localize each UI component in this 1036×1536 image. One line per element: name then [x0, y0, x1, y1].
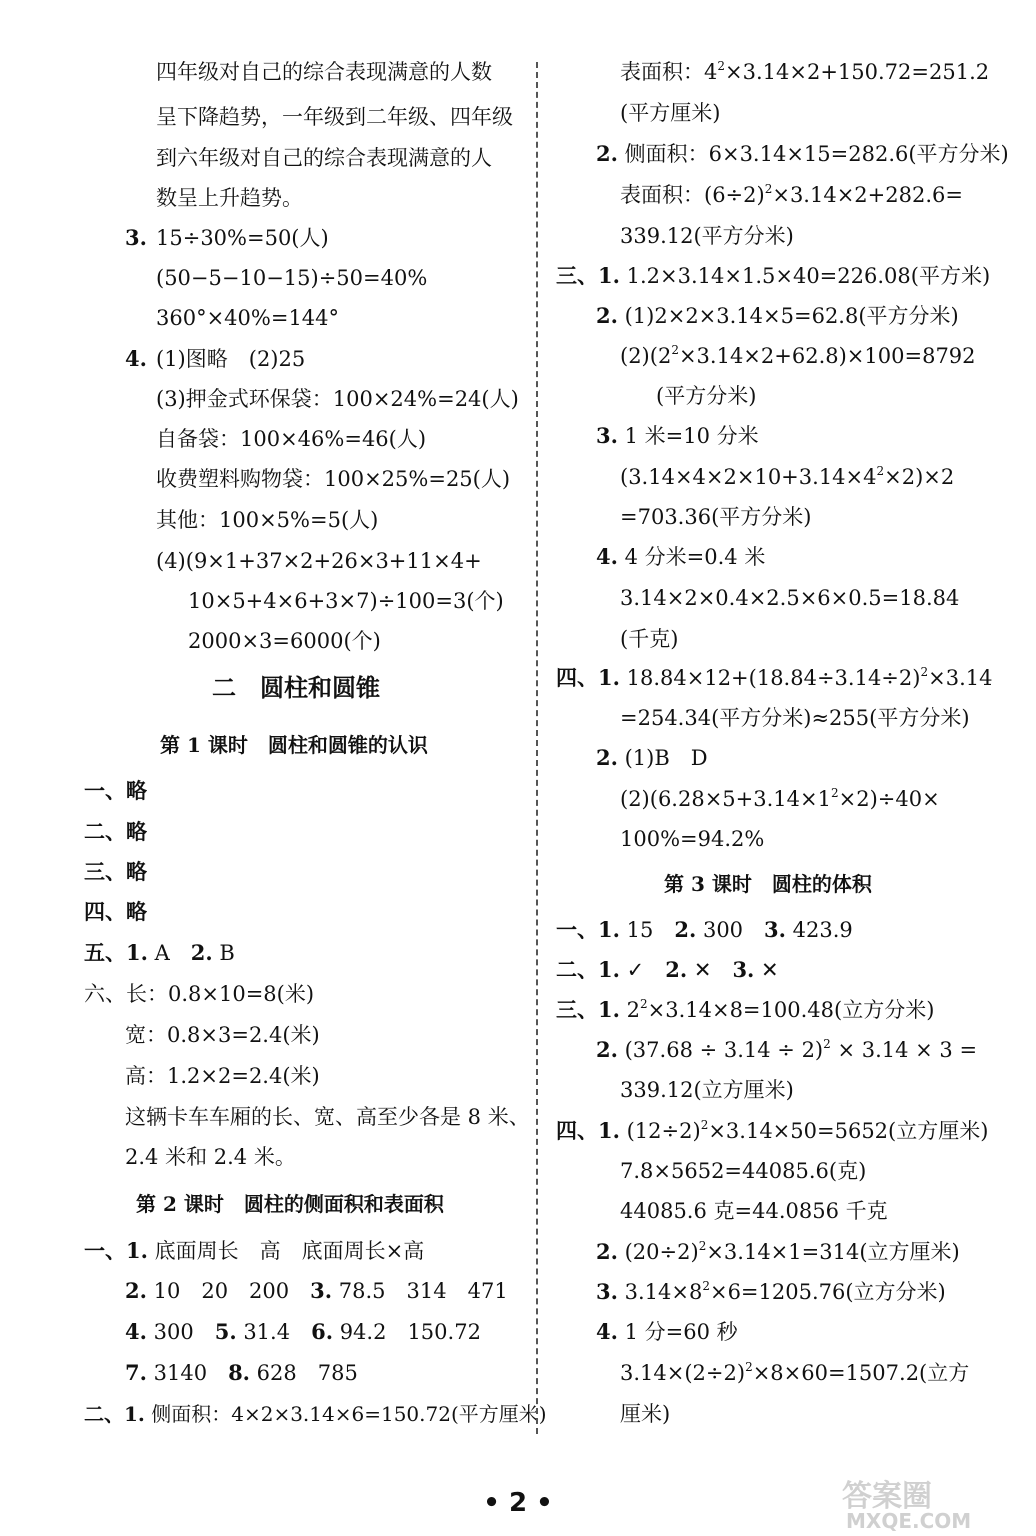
- formula-text: 3.14×(2÷2): [620, 1361, 746, 1385]
- answer-text: 侧面积：4×2×3.14×6=150.72(平方厘米): [144, 1402, 547, 1426]
- text-line: [620, 181, 963, 209]
- formula-text: (3.14×4×2×10+3.14×4: [620, 465, 877, 489]
- item-number: 2.: [665, 957, 688, 982]
- text-line: (平方厘米): [620, 101, 721, 125]
- answer-text: A: [147, 941, 191, 965]
- formula-text: 18.84×12+(18.84÷3.14÷2): [619, 666, 921, 690]
- exponent: 2: [698, 1239, 707, 1253]
- text-line: (1)图略 (2)25: [156, 347, 306, 371]
- formula-text: ×3.14×2+62.8)×100=8792: [678, 344, 976, 368]
- exponent: 2: [764, 182, 773, 196]
- answer-line: [596, 422, 759, 450]
- answer-line: [556, 664, 992, 692]
- text-line: (平方分米): [656, 384, 757, 408]
- item-number: 3.: [125, 225, 147, 250]
- item-number: 4.: [125, 1319, 147, 1344]
- answer-line: [596, 543, 765, 571]
- answer-text: 31.4: [236, 1320, 312, 1344]
- text-line: (4)(9×1+37×2+26×3+11×4+: [156, 549, 482, 573]
- text-line: 呈下降趋势，一年级到二年级、四年级: [156, 105, 513, 129]
- answer-label: 一、: [84, 1238, 126, 1263]
- answer-text: 15: [619, 918, 675, 942]
- text-line: 2000×3=6000(个): [188, 629, 381, 653]
- exponent: 2: [876, 464, 885, 478]
- text-line: 7.8×5652=44085.6(克): [620, 1159, 867, 1183]
- exponent: 2: [830, 786, 839, 800]
- text-line: 2.4 米和 2.4 米。: [125, 1145, 296, 1169]
- item-number: 5.: [214, 1319, 237, 1344]
- item-number: 2.: [596, 1239, 618, 1264]
- item-number: 2.: [190, 940, 213, 965]
- answer-line: [596, 1036, 977, 1064]
- formula-text: ×8×60=1507.2(立方: [752, 1361, 970, 1385]
- text-line: =703.36(平方分米): [620, 505, 812, 529]
- answer-text: 300: [696, 918, 765, 942]
- formula-text: ×3.14×50=5652(立方厘米): [708, 1119, 989, 1143]
- answer-line: 三、略: [84, 859, 147, 884]
- answer-label: 三、: [556, 997, 598, 1022]
- formula-text: ×3.14×1=314(立方厘米): [706, 1240, 960, 1264]
- item-number: 1.: [598, 997, 620, 1022]
- text-line: 六、长：0.8×10=8(米): [84, 982, 315, 1006]
- answer-label: 一、: [556, 917, 598, 942]
- text-line: 3.14×2×0.4×2.5×6×0.5=18.84: [620, 586, 960, 610]
- answer-label: 二、: [556, 957, 598, 982]
- answer-line: [596, 1278, 946, 1306]
- item-number: 8.: [228, 1360, 250, 1385]
- answer-line: 二、略: [84, 819, 147, 844]
- answer-line: [84, 939, 235, 967]
- item-number: 2.: [596, 1037, 618, 1062]
- text-line: (50−5−10−15)÷50=40%: [156, 266, 428, 290]
- item-number: 1.: [598, 665, 620, 690]
- text-line: 数呈上升趋势。: [156, 186, 303, 210]
- answer-text: 底面周长 高 底面周长×高: [147, 1239, 425, 1263]
- text-line: 四年级对自己的综合表现满意的人数: [156, 60, 492, 84]
- text-line: 收费塑料购物袋：100×25%=25(人): [156, 467, 511, 491]
- answer-label: 四、: [556, 1118, 598, 1143]
- formula-text: (12÷2): [619, 1119, 701, 1143]
- answer-line: 一、略: [84, 778, 147, 803]
- answer-text: 1 米=10 分米: [617, 424, 759, 448]
- formula-text: ×3.14×2+150.72=251.2: [725, 60, 990, 84]
- answer-line: [84, 1400, 547, 1428]
- answer-text: ✓: [619, 958, 666, 982]
- item-number: 3.: [732, 957, 755, 982]
- answer-line: [596, 140, 1009, 168]
- item-number: 1.: [126, 940, 148, 965]
- answer-line: [556, 262, 990, 290]
- item-number: 2.: [674, 917, 697, 942]
- item-number: 2.: [596, 141, 618, 166]
- item-number: 3.: [596, 423, 618, 448]
- answer-line: [125, 1277, 508, 1305]
- answer-label: 三、: [556, 263, 598, 288]
- lesson-title: 第 3 课时 圆柱的体积: [664, 872, 872, 896]
- answer-label: 五、: [84, 940, 126, 965]
- formula-text: (2)(2: [620, 344, 672, 368]
- item-number: 1.: [598, 957, 620, 982]
- text-line: 339.12(立方厘米): [620, 1078, 794, 1102]
- item-number: 2.: [125, 1278, 147, 1303]
- answer-text: ✕: [754, 958, 779, 982]
- page-number: • 2 •: [483, 1488, 553, 1518]
- exponent: 2: [671, 343, 679, 357]
- answer-text: ✕: [687, 958, 733, 982]
- answer-line: [596, 302, 959, 330]
- text-line: 100%=94.2%: [620, 827, 765, 851]
- answer-line: 四、略: [84, 899, 147, 924]
- answer-text: 628 785: [250, 1361, 358, 1385]
- text-line: [620, 1359, 969, 1387]
- text-line: 10×5+4×6+3×7)÷100=3(个): [188, 589, 504, 613]
- exponent: 2: [639, 997, 648, 1011]
- answer-text: (1)2×2×3.14×5=62.8(平方分米): [617, 304, 959, 328]
- text-line: 其他：100×5%=5(人): [156, 508, 379, 532]
- item-number: 1.: [598, 1118, 620, 1143]
- formula-text: ×6=1205.76(立方分米): [709, 1280, 946, 1304]
- formula-text: (37.68 ÷ 3.14 ÷ 2): [617, 1038, 824, 1062]
- answer-line: [125, 1359, 358, 1387]
- answer-text: 1.2×3.14×1.5×40=226.08(平方米): [619, 264, 991, 288]
- text-line: [620, 463, 954, 491]
- item-number: 2.: [596, 303, 618, 328]
- text-line: 这辆卡车车厢的长、宽、高至少各是 8 米、: [125, 1105, 530, 1129]
- formula-text: ×2)÷40×: [838, 787, 940, 811]
- watermark-logo: [836, 1476, 1022, 1532]
- item-number: 1.: [126, 1238, 148, 1263]
- watermark-url: MXQE.COM: [846, 1509, 972, 1532]
- answer-text: 94.2 150.72: [333, 1320, 481, 1344]
- formula-text: 3.14×8: [617, 1280, 703, 1304]
- formula-text: ×2)×2: [884, 465, 955, 489]
- item-number: 1.: [124, 1402, 145, 1426]
- formula-text: (20÷2): [617, 1240, 699, 1264]
- text-line: (3)押金式环保袋：100×24%=24(人): [156, 387, 519, 411]
- answer-text: 78.5 314 471: [332, 1279, 508, 1303]
- answer-text: 10 20 200: [146, 1279, 311, 1303]
- answer-label: 四、: [556, 665, 598, 690]
- exponent: 2: [717, 59, 726, 73]
- formula-text: 2: [619, 998, 640, 1022]
- item-number: 7.: [125, 1360, 147, 1385]
- text-line: 到六年级对自己的综合表现满意的人: [156, 146, 492, 170]
- text-line: [620, 342, 976, 370]
- answer-line: [596, 1318, 738, 1346]
- formula-text: ×3.14: [928, 666, 993, 690]
- answer-line: [556, 1117, 988, 1145]
- item-number: 4.: [125, 346, 147, 371]
- lesson-title: 第 1 课时 圆柱和圆锥的认识: [160, 733, 428, 757]
- watermark-text: 答案圈: [842, 1479, 932, 1514]
- text-line: 自备袋：100×46%=46(人): [156, 427, 427, 451]
- exponent: 2: [700, 1118, 709, 1132]
- text-line: [620, 58, 989, 86]
- answer-line: [84, 1237, 424, 1265]
- section-title: 二 圆柱和圆锥: [212, 673, 380, 702]
- item-number: 2.: [596, 745, 618, 770]
- formula-text: ×3.14×2+282.6=: [772, 183, 963, 207]
- item-number: 1.: [598, 917, 620, 942]
- answer-line: [556, 996, 934, 1024]
- item-number: 3.: [310, 1278, 333, 1303]
- answer-line: [556, 956, 779, 984]
- answer-line: [556, 916, 853, 944]
- answer-line: [596, 744, 708, 772]
- exponent: 2: [745, 1360, 753, 1374]
- exponent: 2: [702, 1279, 710, 1293]
- text-line: (千克): [620, 627, 679, 651]
- item-number: 3.: [764, 917, 786, 942]
- text-line: 宽：0.8×3=2.4(米): [125, 1023, 320, 1047]
- item-number: 4.: [596, 544, 618, 569]
- answer-text: 423.9: [785, 918, 853, 942]
- formula-text: 表面积：(6÷2): [620, 183, 765, 207]
- answer-text: 1 分=60 秒: [617, 1320, 738, 1344]
- lesson-title: 第 2 课时 圆柱的侧面积和表面积: [136, 1192, 444, 1216]
- text-line: 厘米): [620, 1402, 671, 1426]
- item-number: 4.: [596, 1319, 618, 1344]
- item-number: 1.: [598, 263, 620, 288]
- answer-text: 3140: [146, 1361, 229, 1385]
- formula-text: ×3.14×8=100.48(立方分米): [647, 998, 935, 1022]
- text-line: =254.34(平方分米)≈255(平方分米): [620, 706, 970, 730]
- answer-text: 300: [146, 1320, 215, 1344]
- item-number: 6.: [311, 1319, 334, 1344]
- text-line: [620, 785, 940, 813]
- formula-text: 表面积：4: [620, 60, 718, 84]
- item-number: 3.: [596, 1279, 618, 1304]
- answer-line: [125, 1318, 481, 1346]
- formula-text: (2)(6.28×5+3.14×1: [620, 787, 831, 811]
- answer-text: 4 分米=0.4 米: [617, 545, 766, 569]
- text-line: 高：1.2×2=2.4(米): [125, 1064, 320, 1088]
- text-line: 44085.6 克=44.0856 千克: [620, 1199, 888, 1223]
- formula-text: × 3.14 × 3 =: [830, 1038, 978, 1062]
- text-line: 15÷30%=50(人): [156, 226, 329, 250]
- text-line: 339.12(平方分米): [620, 224, 794, 248]
- answer-text: (1)B D: [617, 746, 708, 770]
- answer-text: B: [212, 941, 235, 965]
- text-line: 360°×40%=144°: [156, 306, 340, 330]
- column-divider: [536, 62, 538, 1434]
- answer-text: 侧面积：6×3.14×15=282.6(平方分米): [617, 142, 1009, 166]
- answer-label: 二、: [84, 1402, 124, 1426]
- exponent: 2: [920, 665, 929, 679]
- answer-line: [596, 1238, 960, 1266]
- exponent: 2: [823, 1037, 831, 1051]
